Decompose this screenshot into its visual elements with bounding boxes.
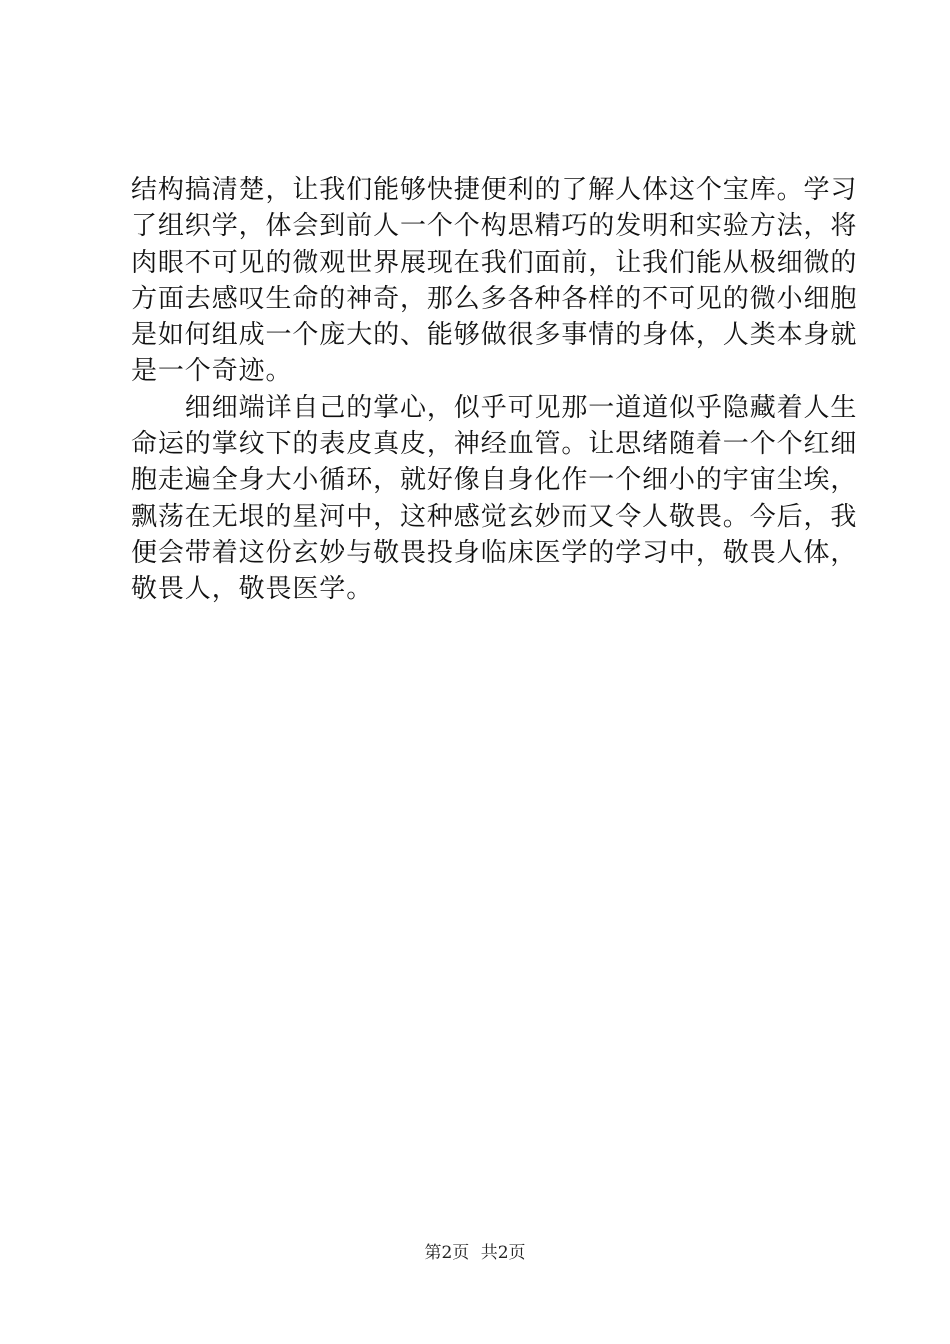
text-line: 便会带着这份玄妙与敬畏投身临床医学的学习中，敬畏人体， (131, 537, 858, 568)
text-line: 肉眼不可见的微观世界展现在我们面前，让我们能从极细微的 (131, 247, 858, 278)
text-line: 是一个奇迹。 (131, 356, 293, 387)
current-page-number: 第2页 (424, 1243, 470, 1263)
text-line: 命运的掌纹下的表皮真皮，神经血管。让思绪随着一个个红细 (131, 429, 858, 460)
body-text (131, 172, 858, 608)
text-line: 结构搞清楚，让我们能够快捷便利的了解人体这个宝库。学习 (131, 175, 858, 205)
text-line: 胞走遍全身大小循环，就好像自身化作一个细小的宇宙尘埃， (131, 465, 858, 496)
text-line: 飘荡在无垠的星河中，这种感觉玄妙而又令人敬畏。今后，我 (131, 501, 858, 532)
total-page-count: 共2页 (480, 1243, 526, 1263)
text-line: 方面去感叹生命的神奇，那么多各种各样的不可见的微小细胞 (131, 283, 858, 314)
text-line: 细细端详自己的掌心，似乎可见那一道道似乎隐藏着人生 (131, 392, 858, 423)
text-line: 了组织学，体会到前人一个个构思精巧的发明和实验方法，将 (131, 211, 858, 242)
text-line: 是如何组成一个庞大的、能够做很多事情的身体，人类本身就 (131, 320, 858, 351)
page-footer (0, 1242, 950, 1264)
text-line: 敬畏人，敬畏医学。 (131, 574, 374, 605)
